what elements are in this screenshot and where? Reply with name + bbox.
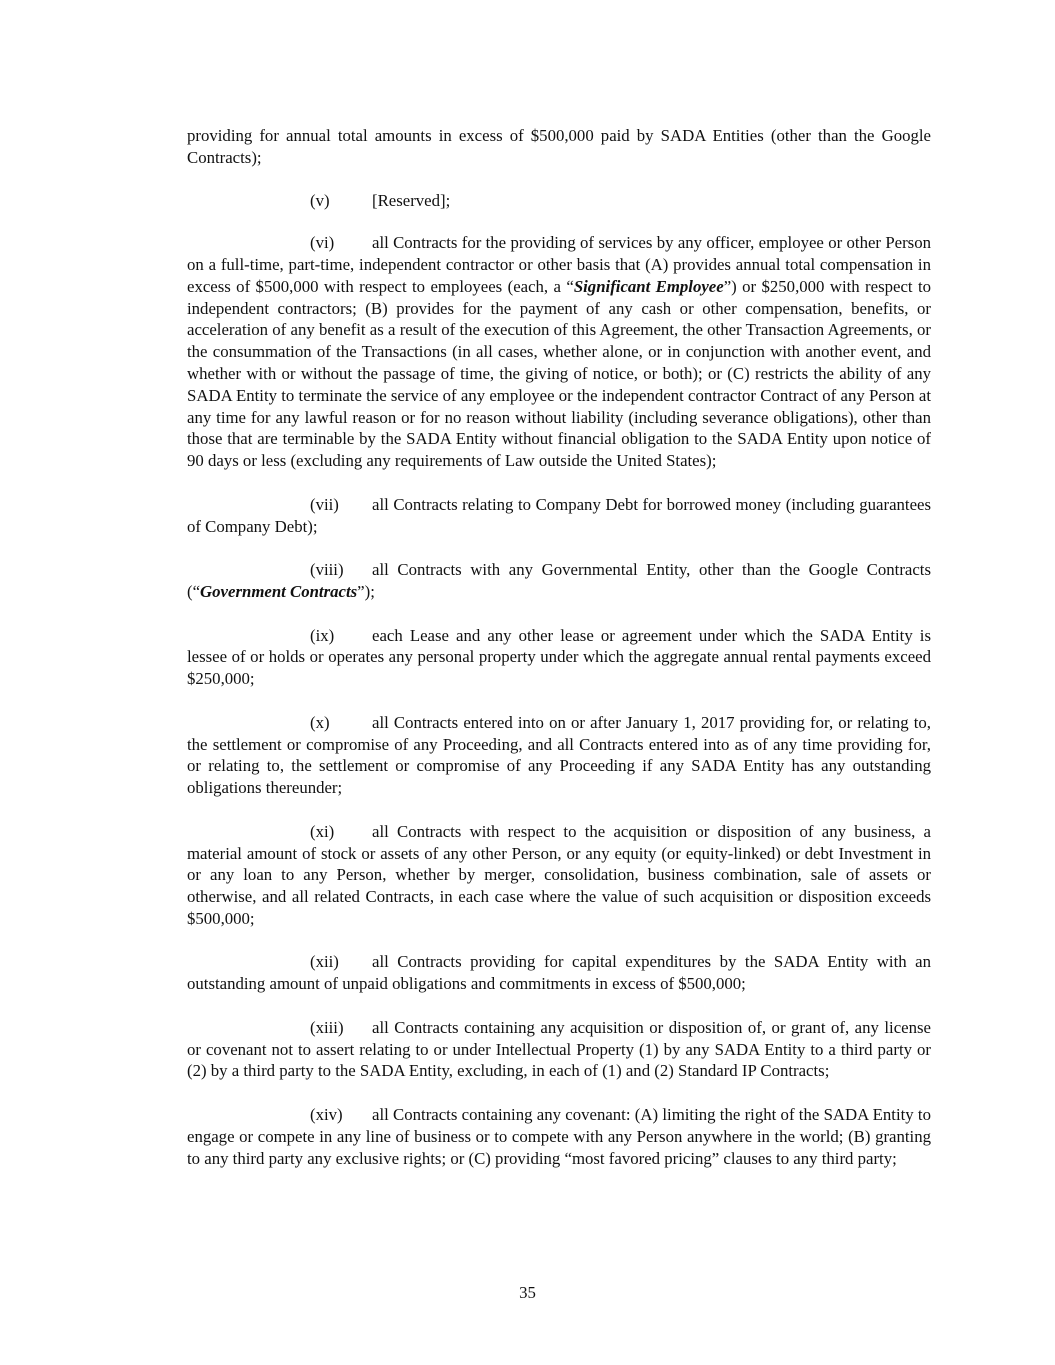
clause-text: all Contracts containing any covenant: (A) limiting the right of the SADA Entity to engage or compete in any line of business or to compete with any Person anywhere in the world; (B) granting to any third party any exclusive rights; or (C) providing “most favored pricing” clauses to any third party; — [187, 1105, 931, 1168]
clause-number: (xii) — [310, 952, 339, 972]
clause-text-continued: ”); — [357, 581, 375, 601]
clause-number: (xiv) — [310, 1105, 343, 1125]
clause-x — [187, 712, 931, 799]
defined-term: Government Contracts — [200, 581, 358, 601]
clause-number: (xiii) — [310, 1017, 344, 1037]
clause-number: (xi) — [310, 821, 335, 841]
clause-viii — [187, 559, 931, 603]
clause-number: (viii) — [310, 560, 344, 580]
clause-text: all Contracts containing any acquisition or disposition of, or grant of, any license or covenant not to assert relating to or under Intellectual Property (1) by any SADA Entity to a third party or (2) by a third party to the SADA Entity, excluding, in each of (1) and (2) Standard IP Contracts; — [187, 1017, 931, 1081]
clause-text: all Contracts with respect to the acquisition or disposition of any business, a material amount of stock or assets of any other Person, or any equity (or equity-linked) or debt Investment in or any loan to any Person, whether by merger, consolidation, business combination, sale of assets or otherwise, and all related Contracts, in each case where the value of such acquisition or disposition exceeds $500,000; — [187, 821, 931, 928]
clause-number: (x) — [310, 712, 330, 732]
clause-number: (vii) — [310, 494, 339, 514]
clause-text: each Lease and any other lease or agreement under which the SADA Entity is lessee of or holds or operates any personal property under which the aggregate annual rental payments exceed $250,000; — [187, 625, 931, 689]
clause-text: all Contracts providing for capital expenditures by the SADA Entity with an outstanding amount of unpaid obligations and commitments in excess of $500,000; — [187, 952, 931, 994]
clause-text: all Contracts for the providing of services by any officer, employee or other Person on a full-time, part-time, independent contractor or other basis that (A) provides annual total compensation in excess of $500,000 with respect to employees (each, a “ — [187, 233, 931, 296]
clause-number: (v) — [310, 191, 330, 211]
clause-text: all Contracts with any Governmental Entity, other than the Google Contracts (“ — [187, 560, 931, 601]
clause-xiv — [187, 1104, 931, 1169]
clause-vi — [187, 232, 931, 472]
clause-ix — [187, 625, 931, 690]
intro-paragraph — [187, 125, 931, 169]
clause-vii — [187, 494, 931, 538]
clause-number: (ix) — [310, 625, 335, 645]
intro-text: providing for annual total amounts in excess of $500,000 paid by SADA Entities (other than the Google Contracts); — [187, 126, 931, 167]
clause-v — [187, 190, 931, 212]
clause-xiii — [187, 1017, 931, 1082]
clause-text: all Contracts entered into on or after January 1, 2017 providing for, or relating to, the settlement or compromise of any Proceeding, and all Contracts entered into as of any time providing for, or relating to, the settlement or compromise of any Proceeding if any SADA Entity has any outstanding obligations thereunder; — [187, 712, 931, 798]
clause-number: (vi) — [310, 233, 335, 253]
clause-xi — [187, 821, 931, 930]
clause-text: all Contracts relating to Company Debt for borrowed money (including guarantees of Company Debt); — [187, 494, 931, 536]
page-number: 35 — [519, 1283, 536, 1302]
clause-xii — [187, 951, 931, 995]
document-page — [187, 125, 931, 1191]
clause-text-continued: ”) or $250,000 with respect to independent contractors; (B) provides for the payment of any cash or other compensation, benefits, or acceleration of any benefit as a result of the execution of this Agreement, the other Transaction Agreements, or the consummation of the Transactions (in all cases, whether alone, or in conjunction with another event, and whether with or without the passage of time, the giving of notice, or both); or (C) restricts the ability of any SADA Entity to terminate the service of any employee or the independent contractor Contract of any Person at any time for any lawful reason or for no reason without liability (including severance obligations), other than those that are terminable by the SADA Entity without financial obligation to the SADA Entity upon notice of 90 days or less (excluding any requirements of Law outside the United States); — [187, 276, 932, 471]
clause-text: [Reserved]; — [372, 191, 451, 211]
defined-term: Significant Employee — [573, 276, 724, 296]
